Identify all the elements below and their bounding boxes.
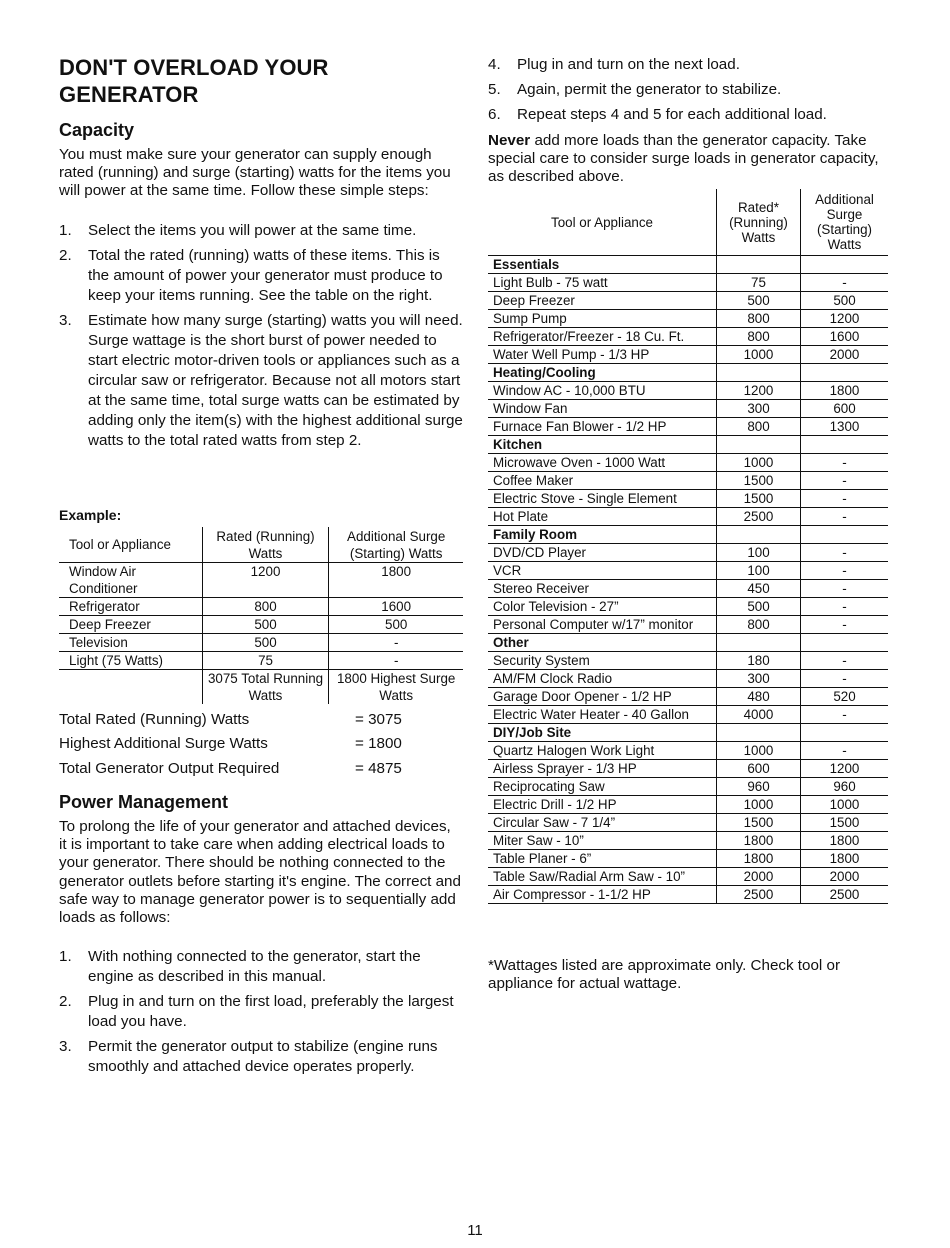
page-number: 11 <box>467 1222 483 1239</box>
table-row <box>488 742 888 760</box>
table-cell: - <box>801 454 889 472</box>
table-cell: Color Television - 27” <box>488 598 717 616</box>
table-cell: 1000 <box>801 796 889 814</box>
step-text: Permit the generator output to stabilize (engine runs smoothly and attached device operates properly. <box>88 1038 438 1075</box>
table-cell <box>717 364 801 382</box>
category-label: Other <box>488 634 717 652</box>
table-cell: - <box>801 274 889 292</box>
power-steps <box>59 947 465 1077</box>
table-cell: Light (75 Watts) <box>59 652 202 670</box>
summary-line <box>59 759 465 783</box>
table-row <box>59 634 463 652</box>
table-cell: 100 <box>717 562 801 580</box>
step-number: 1. <box>59 222 72 239</box>
table-cell: - <box>801 616 889 634</box>
capacity-intro: You must make sure your generator can supply enough rated (running) and surge (starting) watts for the items you will power at the same time. Follow these simple steps: <box>59 146 451 200</box>
table-cell: Deep Freezer <box>59 616 202 634</box>
table-cell: 1800 <box>801 382 889 400</box>
table-row <box>488 670 888 688</box>
table-row <box>59 598 463 616</box>
table-cell: - <box>801 562 889 580</box>
table-row <box>59 616 463 634</box>
table-row <box>488 544 888 562</box>
list-item <box>59 221 465 241</box>
step-text: Select the items you will power at the same time. <box>88 222 417 239</box>
example-table <box>59 527 463 704</box>
summary-line <box>59 710 465 734</box>
table-row <box>488 274 888 292</box>
table-row <box>488 562 888 580</box>
table-cell <box>801 256 889 274</box>
never-keyword: Never <box>488 132 531 149</box>
table-cell: Quartz Halogen Work Light <box>488 742 717 760</box>
power-steps-continued <box>488 55 893 125</box>
table-cell: 1200 <box>801 310 889 328</box>
table-row <box>488 598 888 616</box>
highest-surge-watts: 1800 Highest Surge Watts <box>329 670 463 705</box>
table-row <box>488 706 888 724</box>
table-cell: Window Air Conditioner <box>59 563 202 598</box>
table-row <box>488 760 888 778</box>
example-label: Example: <box>59 507 122 523</box>
table-cell: 180 <box>717 652 801 670</box>
list-item <box>59 311 465 451</box>
table-cell: 500 <box>717 292 801 310</box>
table-header: Tool or Appliance <box>59 527 202 563</box>
table-cell: Reciprocating Saw <box>488 778 717 796</box>
category-row <box>488 364 888 382</box>
table-header-row <box>59 527 463 563</box>
table-cell: 2000 <box>801 346 889 364</box>
table-cell: 480 <box>717 688 801 706</box>
table-row <box>488 850 888 868</box>
table-cell: 1800 <box>801 850 889 868</box>
table-cell: Air Compressor - 1-1/2 HP <box>488 886 717 904</box>
table-cell: Table Planer - 6” <box>488 850 717 868</box>
table-cell: 1200 <box>202 563 329 598</box>
table-cell: Circular Saw - 7 1/4” <box>488 814 717 832</box>
table-header: Tool or Appliance <box>488 189 717 256</box>
table-row <box>488 652 888 670</box>
table-cell: Refrigerator <box>59 598 202 616</box>
table-cell: 2500 <box>801 886 889 904</box>
category-label: Kitchen <box>488 436 717 454</box>
table-cell: 960 <box>717 778 801 796</box>
table-row <box>488 688 888 706</box>
table-cell: Water Well Pump - 1/3 HP <box>488 346 717 364</box>
table-cell <box>801 364 889 382</box>
table-cell: 600 <box>801 400 889 418</box>
table-cell: 500 <box>202 616 329 634</box>
table-row <box>488 508 888 526</box>
category-row <box>488 436 888 454</box>
step-number: 6. <box>488 106 501 123</box>
never-text: add more loads than the generator capacity. Take special care to consider surge loads in generator capacity, as described above. <box>488 132 879 186</box>
table-row <box>488 886 888 904</box>
table-row <box>488 868 888 886</box>
table-cell: Light Bulb - 75 watt <box>488 274 717 292</box>
step-text: Again, permit the generator to stabilize. <box>517 81 782 98</box>
table-cell: - <box>801 472 889 490</box>
list-item <box>488 105 893 125</box>
table-row <box>488 580 888 598</box>
table-cell: Window AC - 10,000 BTU <box>488 382 717 400</box>
table-row <box>488 832 888 850</box>
step-number: 3. <box>59 312 72 329</box>
table-cell: 2000 <box>717 868 801 886</box>
category-label: Essentials <box>488 256 717 274</box>
table-cell: Coffee Maker <box>488 472 717 490</box>
table-cell: Electric Stove - Single Element <box>488 490 717 508</box>
table-cell: - <box>801 508 889 526</box>
table-cell: Electric Water Heater - 40 Gallon <box>488 706 717 724</box>
table-row <box>488 796 888 814</box>
table-cell: AM/FM Clock Radio <box>488 670 717 688</box>
table-cell: 500 <box>717 598 801 616</box>
table-cell: - <box>801 598 889 616</box>
table-cell <box>59 670 202 705</box>
step-number: 3. <box>59 1038 72 1055</box>
step-text: Repeat steps 4 and 5 for each additional load. <box>517 106 827 123</box>
summary-label: Total Generator Output Required <box>59 759 280 777</box>
table-cell: 1000 <box>717 346 801 364</box>
table-row <box>488 490 888 508</box>
table-row <box>488 292 888 310</box>
table-cell: - <box>329 634 463 652</box>
table-cell: 500 <box>329 616 463 634</box>
table-row <box>488 616 888 634</box>
table-cell: Window Fan <box>488 400 717 418</box>
table-cell: 1200 <box>801 760 889 778</box>
table-cell: - <box>329 652 463 670</box>
table-cell: VCR <box>488 562 717 580</box>
table-cell: 1800 <box>801 832 889 850</box>
capacity-steps <box>59 221 465 451</box>
table-cell: 1800 <box>717 832 801 850</box>
table-header: Additional Surge (Starting) Watts <box>801 189 889 256</box>
table-cell: - <box>801 544 889 562</box>
table-cell: 1600 <box>329 598 463 616</box>
table-cell: 4000 <box>717 706 801 724</box>
category-row <box>488 724 888 742</box>
table-cell: Airless Sprayer - 1/3 HP <box>488 760 717 778</box>
table-cell: 1600 <box>801 328 889 346</box>
table-cell: 800 <box>717 328 801 346</box>
list-item <box>59 992 465 1032</box>
table-cell: - <box>801 580 889 598</box>
table-row <box>488 310 888 328</box>
table-cell: - <box>801 490 889 508</box>
table-cell: 800 <box>202 598 329 616</box>
table-cell: Furnace Fan Blower - 1/2 HP <box>488 418 717 436</box>
category-label: Heating/Cooling <box>488 364 717 382</box>
summary-value: = 1800 <box>355 735 402 753</box>
table-cell: Miter Saw - 10” <box>488 832 717 850</box>
table-row <box>488 418 888 436</box>
category-row <box>488 256 888 274</box>
table-cell <box>717 436 801 454</box>
step-text: Plug in and turn on the next load. <box>517 56 740 73</box>
table-row <box>59 563 463 598</box>
table-row <box>488 778 888 796</box>
step-number: 1. <box>59 948 72 965</box>
table-cell <box>801 634 889 652</box>
table-cell: 520 <box>801 688 889 706</box>
summary-line <box>59 734 465 758</box>
example-summary <box>59 710 465 783</box>
table-cell: 800 <box>717 310 801 328</box>
table-cell: Garage Door Opener - 1/2 HP <box>488 688 717 706</box>
table-cell: - <box>801 670 889 688</box>
list-item <box>59 246 465 306</box>
table-row <box>488 382 888 400</box>
table-cell: 500 <box>202 634 329 652</box>
category-label: Family Room <box>488 526 717 544</box>
list-item <box>59 1037 465 1077</box>
table-cell: - <box>801 706 889 724</box>
table-cell: DVD/CD Player <box>488 544 717 562</box>
table-cell: 1000 <box>717 742 801 760</box>
list-item <box>488 55 893 75</box>
category-row <box>488 634 888 652</box>
table-cell: 2000 <box>801 868 889 886</box>
totals-row <box>59 670 463 705</box>
table-cell: 100 <box>717 544 801 562</box>
table-cell: Table Saw/Radial Arm Saw - 10” <box>488 868 717 886</box>
table-cell: Refrigerator/Freezer - 18 Cu. Ft. <box>488 328 717 346</box>
table-cell: 2500 <box>717 508 801 526</box>
table-header: Rated (Running) Watts <box>202 527 329 563</box>
step-text: Plug in and turn on the first load, preferably the largest load you have. <box>88 993 454 1030</box>
table-cell: Television <box>59 634 202 652</box>
table-cell <box>717 634 801 652</box>
table-cell: 2500 <box>717 886 801 904</box>
table-cell <box>801 436 889 454</box>
table-cell: Sump Pump <box>488 310 717 328</box>
table-cell: Electric Drill - 1/2 HP <box>488 796 717 814</box>
total-running-watts: 3075 Total Running Watts <box>202 670 329 705</box>
category-row <box>488 526 888 544</box>
table-row <box>488 814 888 832</box>
table-row <box>488 400 888 418</box>
table-cell: 75 <box>202 652 329 670</box>
capacity-heading: Capacity <box>59 120 135 140</box>
table-cell: Personal Computer w/17” monitor <box>488 616 717 634</box>
step-number: 4. <box>488 56 501 73</box>
table-cell <box>801 526 889 544</box>
table-header: Rated* (Running) Watts <box>717 189 801 256</box>
table-cell: 1800 <box>717 850 801 868</box>
never-warning <box>488 132 893 187</box>
step-text: Total the rated (running) watts of these items. This is the amount of power your generator must produce to keep your items running. See the table on the right. <box>88 247 443 304</box>
table-cell: Microwave Oven - 1000 Watt <box>488 454 717 472</box>
step-text: Estimate how many surge (starting) watts you will need. Surge wattage is the short burst of power needed to start electric motor-driven tools or appliances such as a circular saw or refrigerator. Because not all motors start at the same time, total surge watts can be estimated by adding only the item(s) with the highest additional surge watts to the total rated watts from step 2. <box>88 312 463 449</box>
table-cell: 500 <box>801 292 889 310</box>
table-header: Additional Surge (Starting) Watts <box>329 527 463 563</box>
table-cell: 960 <box>801 778 889 796</box>
list-item <box>488 80 893 100</box>
table-cell: 1200 <box>717 382 801 400</box>
step-text: With nothing connected to the generator, start the engine as described in this manual. <box>88 948 421 985</box>
table-cell: 1300 <box>801 418 889 436</box>
step-number: 2. <box>59 247 72 264</box>
table-cell: Hot Plate <box>488 508 717 526</box>
summary-label: Total Rated (Running) Watts <box>59 711 250 728</box>
table-cell: 800 <box>717 616 801 634</box>
step-number: 5. <box>488 81 501 98</box>
table-header-row <box>488 189 888 256</box>
table-cell: 300 <box>717 670 801 688</box>
power-management-heading: Power Management <box>59 792 229 812</box>
table-cell: 300 <box>717 400 801 418</box>
table-cell <box>717 256 801 274</box>
table-row <box>488 454 888 472</box>
table-row <box>488 472 888 490</box>
wattage-table <box>488 189 888 904</box>
table-cell: 450 <box>717 580 801 598</box>
table-cell: Stereo Receiver <box>488 580 717 598</box>
table-cell <box>717 724 801 742</box>
table-cell <box>801 724 889 742</box>
category-label: DIY/Job Site <box>488 724 717 742</box>
table-cell: 75 <box>717 274 801 292</box>
table-cell: - <box>801 742 889 760</box>
footnote: *Wattages listed are approximate only. Check tool or appliance for actual wattage. <box>488 957 841 992</box>
table-row <box>488 346 888 364</box>
table-row <box>59 652 463 670</box>
table-cell: 1500 <box>801 814 889 832</box>
power-management-intro: To prolong the life of your generator and attached devices, it is important to take care when adding electrical loads to your generator. There should be nothing connected to the generator outlets before starting it's engine. The correct and safe way to manage generator power is to sequentially add loads as follows: <box>59 818 461 927</box>
table-cell: 1000 <box>717 796 801 814</box>
list-item <box>59 947 465 987</box>
table-cell: 600 <box>717 760 801 778</box>
step-number: 2. <box>59 993 72 1010</box>
table-cell: 1500 <box>717 472 801 490</box>
summary-value: = 4875 <box>355 759 402 777</box>
table-cell: Deep Freezer <box>488 292 717 310</box>
table-cell: - <box>801 652 889 670</box>
table-cell: 1500 <box>717 814 801 832</box>
table-cell: 1800 <box>329 563 463 598</box>
summary-value: = 3075 <box>355 711 402 728</box>
page-title: DON'T OVERLOAD YOUR GENERATOR <box>59 55 329 107</box>
summary-label: Highest Additional Surge Watts <box>59 735 268 753</box>
table-cell: 1500 <box>717 490 801 508</box>
table-row <box>488 328 888 346</box>
table-cell: Security System <box>488 652 717 670</box>
table-cell: 800 <box>717 418 801 436</box>
table-cell <box>717 526 801 544</box>
table-cell: 1000 <box>717 454 801 472</box>
